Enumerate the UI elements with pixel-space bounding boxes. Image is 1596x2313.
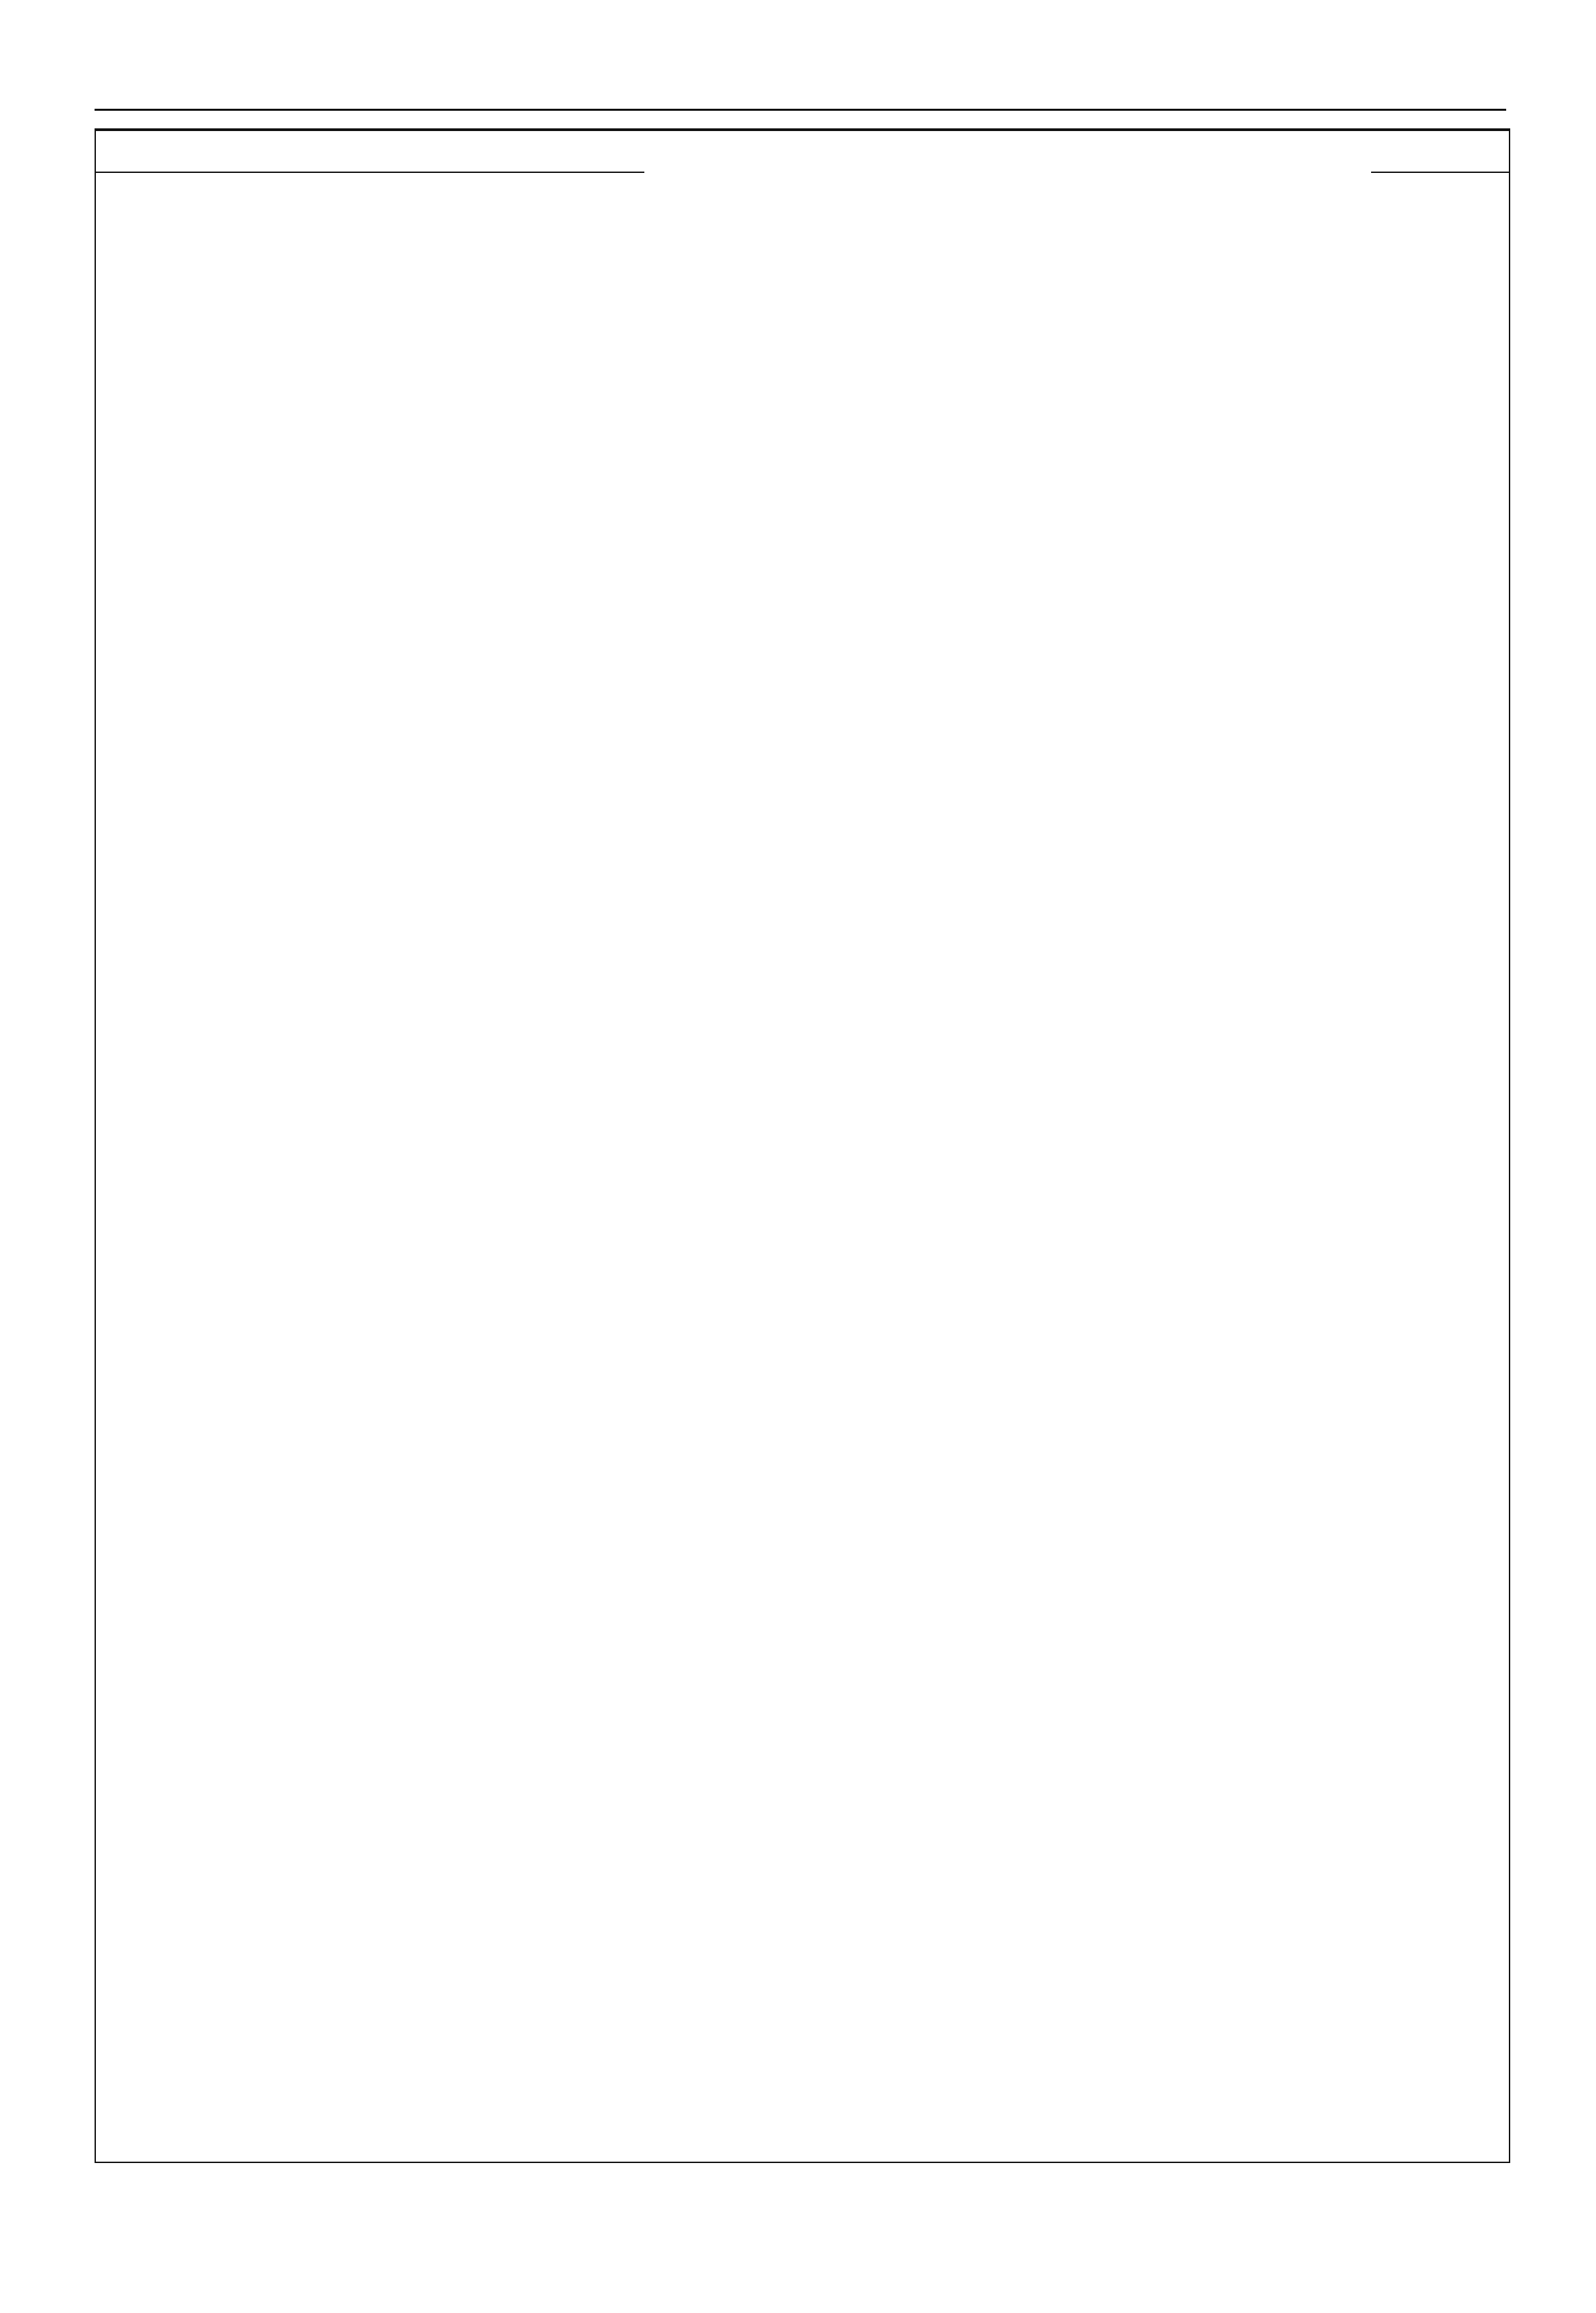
rates-table-sheet xyxy=(95,128,1510,2163)
rule xyxy=(96,130,1509,131)
rule xyxy=(1371,172,1509,173)
rule xyxy=(96,172,644,173)
page-header xyxy=(95,61,1506,111)
